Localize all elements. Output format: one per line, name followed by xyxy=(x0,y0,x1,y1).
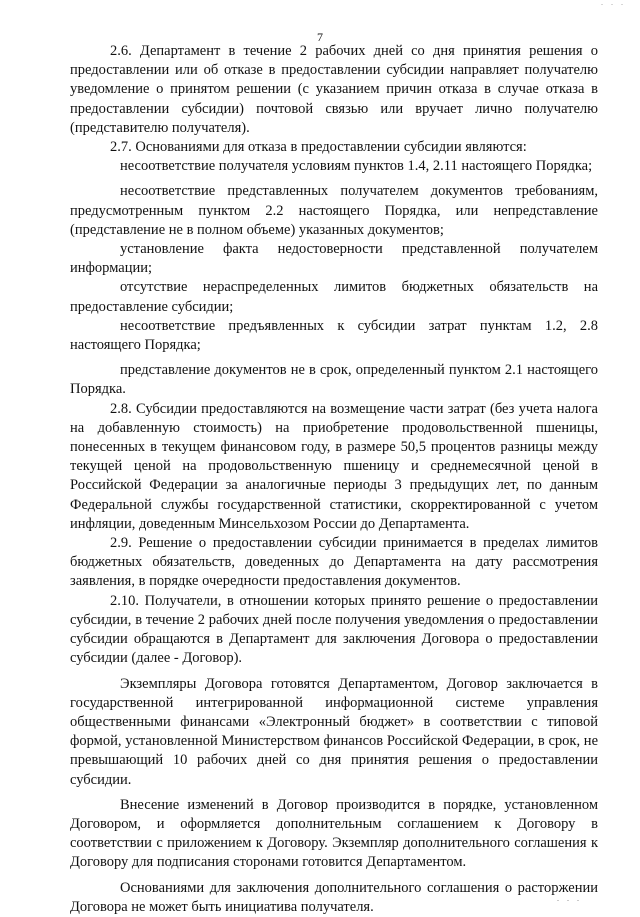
paragraph-2-10: 2.10. Получатели, в отношении которых принято решение о предоставлении субсидии, в течение 2 рабочих дней после получения уведомления о предоставлении субсидии обращаются в Департамент для заключения Договора о предоставлении субсидии (далее - Договор). xyxy=(70,592,598,667)
refusal-ground-6: представление документов не в срок, определенный пунктом 2.1 настоящего Порядка. xyxy=(70,362,598,398)
scan-artifact-top: . . . xyxy=(601,0,626,7)
paragraph-contract-amendments: Внесение изменений в Договор производится в порядке, установленном Договором, и оформляется дополнительным соглашением к Договору в соответствии с приложением к Договору. Экземпляр дополнительного соглашения к Договору для подписания сторонами готовится Департаментом. xyxy=(70,796,598,871)
refusal-ground-3: установление факта недостоверности представленной получателем информации; xyxy=(70,241,598,277)
scan-artifact-bottom: . . . xyxy=(557,894,582,903)
paragraph-2-6: 2.6. Департамент в течение 2 рабочих дней со дня принятия решения о предоставлении или об отказе в предоставлении субсидии направляет получателю уведомление о принятом решении (с указанием причин отказа в случае отказа в предоставлении субсидии) почтовой связью или вручает лично получателю (представителю получателя). xyxy=(70,43,598,136)
paragraph-2-8: 2.8. Субсидии предоставляются на возмещение части затрат (без учета налога на добавленную стоимость) на приобретение продовольственной пшеницы, понесенных в текущем финансовом году, в размере 50,5 процентов разницы между текущей ценой на продовольственную пшеницу и среднемесячной ценой в Российской Федерации за аналогичные периоды 3 предыдущих лет, по данным Федеральной службы государственной статистики, скорректированной с учетом инфляции, доведенным Минсельхозом России до Департамента. xyxy=(70,400,598,532)
paragraph-contract-preparation: Экземпляры Договора готовятся Департаментом, Договор заключается в государственной интегрированной информационной системе управления общественными финансами «Электронный бюджет» в соответствии с типовой формой, установленной Министерством финансов Российской Федерации, в срок, не превышающий 10 рабочих дней со дня принятия решения о предоставлении субсидии. xyxy=(70,675,598,788)
document-body xyxy=(70,42,598,917)
refusal-ground-2: несоответствие представленных получателем документов требованиям, предусмотренным пунктом 2.2 настоящего Порядка, или непредставление (представление не в полном объеме) указанных документов; xyxy=(70,183,598,238)
refusal-ground-4: отсутствие нераспределенных лимитов бюджетных обязательств на предоставление субсидии; xyxy=(70,279,598,315)
refusal-ground-1: несоответствие получателя условиям пунктов 1.4, 2.11 настоящего Порядка; xyxy=(120,158,593,175)
refusal-ground-5: несоответствие предъявленных к субсидии затрат пунктам 1.2, 2.8 настоящего Порядка; xyxy=(70,317,598,354)
paragraph-2-7: 2.7. Основаниями для отказа в предоставлении субсидии являются: xyxy=(110,139,527,156)
page-number: 7 xyxy=(317,30,323,44)
paragraph-2-9: 2.9. Решение о предоставлении субсидии принимается в пределах лимитов бюджетных обязательств, доведенных до Департамента на дату рассмотрения заявления, в порядке очередности предоставления документов. xyxy=(70,535,598,590)
paragraph-contract-termination: Основаниями для заключения дополнительного соглашения о расторжении Договора не может быть инициатива получателя. xyxy=(70,879,598,915)
